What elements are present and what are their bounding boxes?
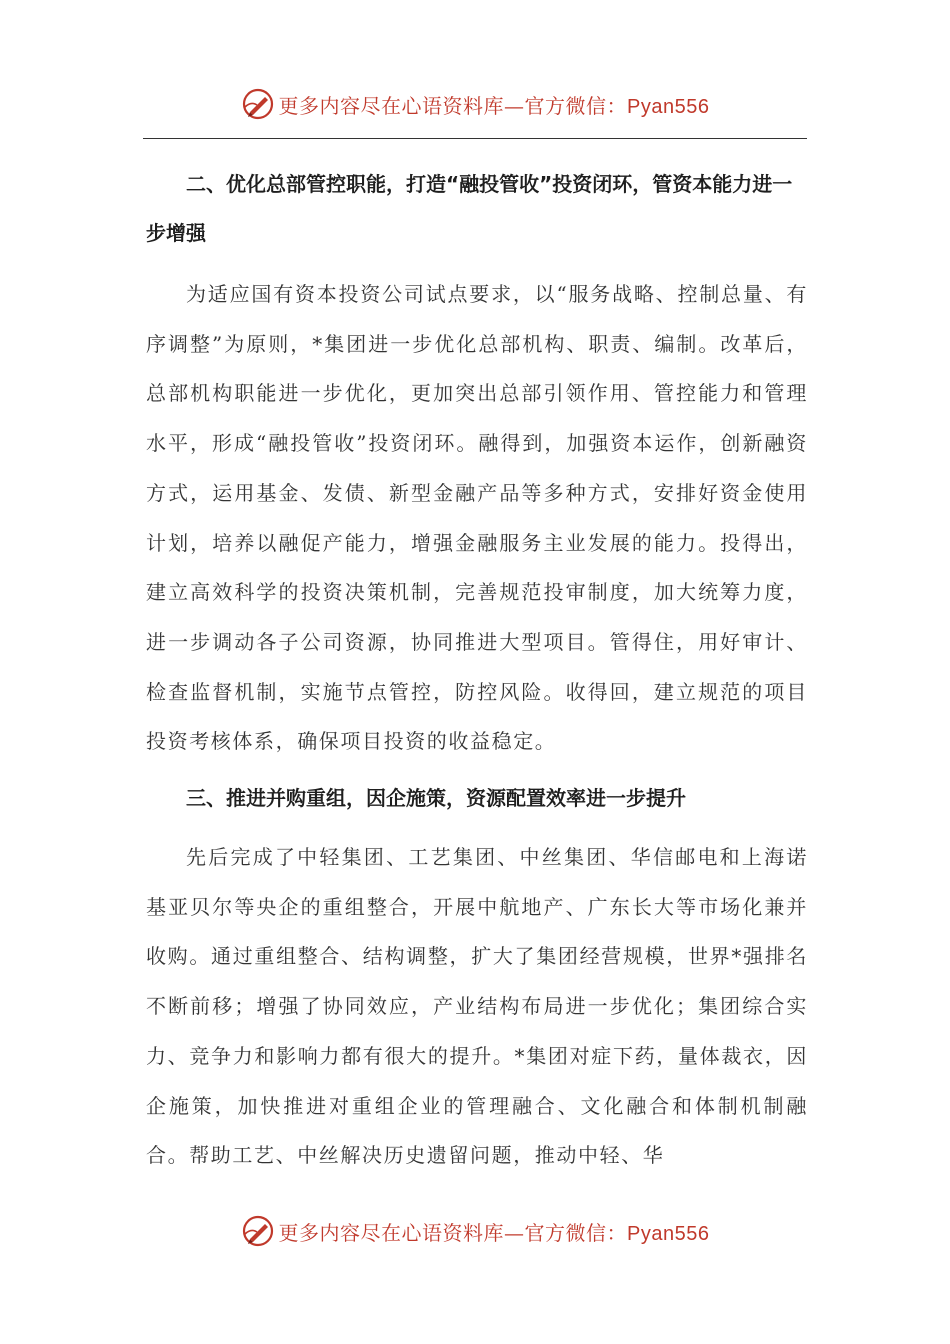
section-heading-2: 二、优化总部管控职能，打造“融投管收”投资闭环，管资本能力进一步增强: [146, 172, 793, 245]
section-heading-3: 三、推进并购重组，因企施策，资源配置效率进一步提升: [186, 786, 686, 811]
document-body: [146, 148, 808, 1181]
header-banner: [0, 84, 950, 124]
section-paragraph-2: 为适应国有资本投资公司试点要求，以“服务战略、控制总量、有序调整”为原则，*集团进一步优化总部机构、职责、编制。改革后，总部机构职能进一步优化，更加突出总部引领作用、管控能力和管理水平，形成“融投管收”投资闭环。融得到，加强资本运作，创新融资方式，运用基金、发债、新型金融产品等多种方式，安排好资金使用计划，培养以融促产能力，增强金融服务主业发展的能力。投得出，建立高效科学的投资决策机制，完善规范投审制度，加大统筹力度，进一步调动各子公司资源，协同推进大型项目。管得住，用好审计、检查监督机制，实施节点管控，防控风险。收得回，建立规范的项目投资考核体系，确保项目投资的收益稳定。: [146, 282, 808, 754]
footer-banner-label: 更多内容尽在心语资料库—官方微信：: [278, 1220, 628, 1245]
pen-logo-icon: [241, 87, 275, 121]
header-banner-label: 更多内容尽在心语资料库—官方微信：: [278, 93, 628, 118]
header-wechat-id: Pyan556: [627, 95, 710, 118]
pen-logo-icon: [241, 1214, 275, 1248]
footer-banner-text: [279, 1217, 710, 1246]
section-paragraph-3: 先后完成了中轻集团、工艺集团、中丝集团、华信邮电和上海诺基亚贝尔等央企的重组整合，开展中航地产、广东长大等市场化兼并收购。通过重组整合、结构调整，扩大了集团经营规模，世界*强排名不断前移；增强了协同效应，产业结构布局进一步优化；集团综合实力、竞争力和影响力都有很大的提升。*集团对症下药，量体裁衣，因企施策，加快推进对重组企业的管理融合、文化融合和体制机制融合。帮助工艺、中丝解决历史遗留问题，推动中轻、华: [146, 845, 808, 1168]
header-banner-text: [279, 90, 710, 119]
footer-banner: [0, 1211, 950, 1251]
footer-wechat-id: Pyan556: [627, 1222, 710, 1245]
header-divider: [143, 138, 807, 139]
